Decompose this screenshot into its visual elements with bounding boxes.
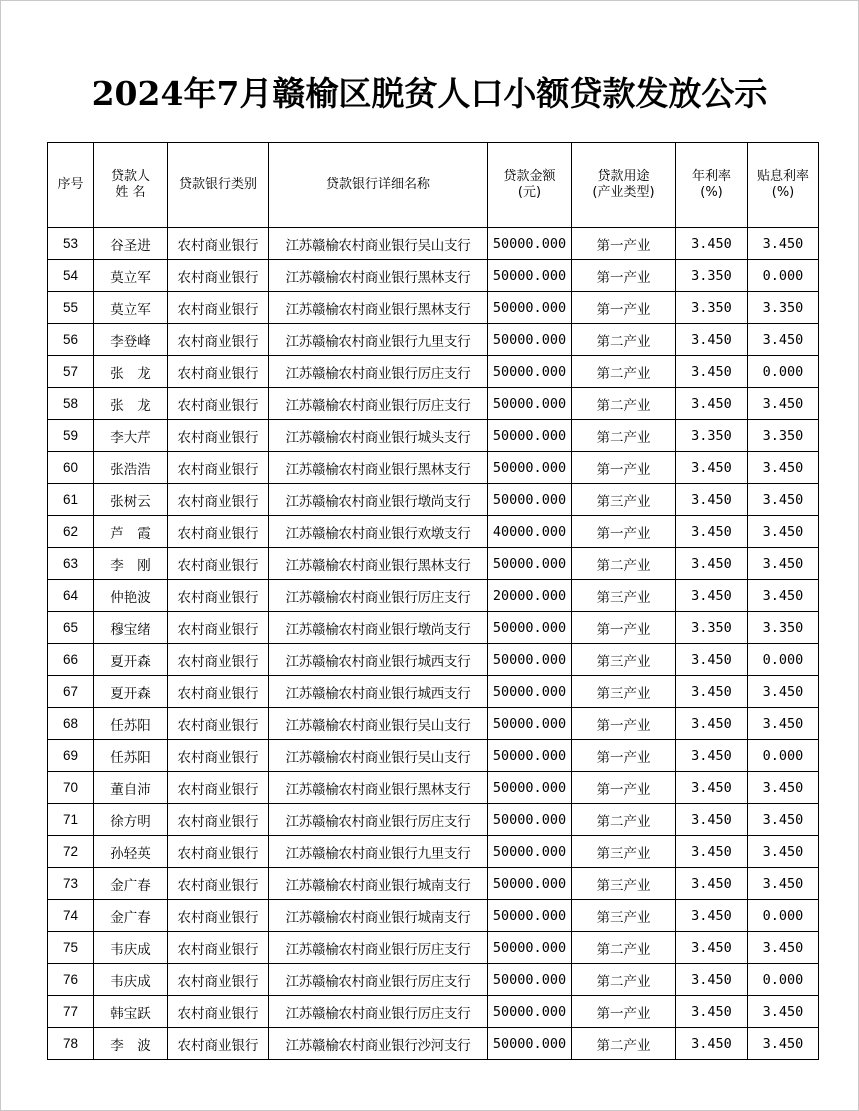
header-rate-line1: 年利率 bbox=[691, 169, 731, 184]
cell-name: 李 波 bbox=[94, 1028, 168, 1060]
cell-bank-type: 农村商业银行 bbox=[168, 900, 269, 932]
table-row bbox=[48, 836, 819, 868]
cell-rate: 3.450 bbox=[676, 228, 748, 260]
cell-rate: 3.450 bbox=[676, 1028, 748, 1060]
header-seq: 序号 bbox=[48, 143, 94, 228]
cell-seq: 68 bbox=[48, 708, 94, 740]
cell-bank-type: 农村商业银行 bbox=[168, 868, 269, 900]
cell-bank-type: 农村商业银行 bbox=[168, 452, 269, 484]
cell-amount: 50000.000 bbox=[488, 484, 572, 516]
cell-subsidy: 3.450 bbox=[748, 388, 819, 420]
cell-purpose: 第二产业 bbox=[572, 548, 676, 580]
table-row bbox=[48, 388, 819, 420]
cell-seq: 71 bbox=[48, 804, 94, 836]
cell-bank-detail: 江苏赣榆农村商业银行厉庄支行 bbox=[269, 932, 488, 964]
cell-bank-detail: 江苏赣榆农村商业银行厉庄支行 bbox=[269, 356, 488, 388]
cell-subsidy: 3.450 bbox=[748, 548, 819, 580]
header-name bbox=[94, 143, 168, 228]
cell-bank-type: 农村商业银行 bbox=[168, 676, 269, 708]
cell-bank-type: 农村商业银行 bbox=[168, 772, 269, 804]
cell-seq: 65 bbox=[48, 612, 94, 644]
cell-bank-detail: 江苏赣榆农村商业银行城南支行 bbox=[269, 868, 488, 900]
table-row bbox=[48, 964, 819, 996]
cell-amount: 50000.000 bbox=[488, 356, 572, 388]
cell-seq: 76 bbox=[48, 964, 94, 996]
cell-amount: 50000.000 bbox=[488, 868, 572, 900]
header-amount bbox=[488, 143, 572, 228]
cell-subsidy: 3.450 bbox=[748, 932, 819, 964]
cell-name: 金广春 bbox=[94, 868, 168, 900]
cell-amount: 50000.000 bbox=[488, 644, 572, 676]
cell-purpose: 第一产业 bbox=[572, 260, 676, 292]
cell-seq: 75 bbox=[48, 932, 94, 964]
table-row bbox=[48, 868, 819, 900]
header-subsidy-line2: (%) bbox=[771, 185, 795, 200]
header-bank-detail: 贷款银行详细名称 bbox=[269, 143, 488, 228]
cell-purpose: 第三产业 bbox=[572, 900, 676, 932]
cell-subsidy: 3.450 bbox=[748, 228, 819, 260]
cell-seq: 67 bbox=[48, 676, 94, 708]
cell-amount: 50000.000 bbox=[488, 452, 572, 484]
cell-purpose: 第二产业 bbox=[572, 932, 676, 964]
table-row bbox=[48, 772, 819, 804]
cell-bank-detail: 江苏赣榆农村商业银行城头支行 bbox=[269, 420, 488, 452]
cell-seq: 66 bbox=[48, 644, 94, 676]
header-name-line1: 贷款人 bbox=[110, 169, 150, 184]
cell-amount: 50000.000 bbox=[488, 836, 572, 868]
cell-rate: 3.450 bbox=[676, 388, 748, 420]
table-row bbox=[48, 580, 819, 612]
cell-name: 张 龙 bbox=[94, 388, 168, 420]
cell-amount: 50000.000 bbox=[488, 996, 572, 1028]
table-header-row bbox=[48, 143, 819, 228]
cell-amount: 50000.000 bbox=[488, 260, 572, 292]
cell-rate: 3.450 bbox=[676, 900, 748, 932]
cell-seq: 62 bbox=[48, 516, 94, 548]
cell-bank-detail: 江苏赣榆农村商业银行厉庄支行 bbox=[269, 580, 488, 612]
cell-name: 徐方明 bbox=[94, 804, 168, 836]
cell-seq: 77 bbox=[48, 996, 94, 1028]
table-row bbox=[48, 260, 819, 292]
cell-rate: 3.450 bbox=[676, 708, 748, 740]
table-row bbox=[48, 484, 819, 516]
cell-bank-detail: 江苏赣榆农村商业银行九里支行 bbox=[269, 324, 488, 356]
cell-purpose: 第三产业 bbox=[572, 676, 676, 708]
table-row bbox=[48, 804, 819, 836]
cell-purpose: 第二产业 bbox=[572, 804, 676, 836]
cell-bank-type: 农村商业银行 bbox=[168, 836, 269, 868]
cell-bank-type: 农村商业银行 bbox=[168, 388, 269, 420]
cell-name: 任苏阳 bbox=[94, 740, 168, 772]
cell-subsidy: 3.450 bbox=[748, 1028, 819, 1060]
cell-name: 任苏阳 bbox=[94, 708, 168, 740]
cell-seq: 54 bbox=[48, 260, 94, 292]
cell-rate: 3.450 bbox=[676, 356, 748, 388]
cell-subsidy: 3.450 bbox=[748, 868, 819, 900]
cell-purpose: 第三产业 bbox=[572, 580, 676, 612]
cell-bank-type: 农村商业银行 bbox=[168, 740, 269, 772]
cell-bank-detail: 江苏赣榆农村商业银行厉庄支行 bbox=[269, 964, 488, 996]
cell-purpose: 第一产业 bbox=[572, 996, 676, 1028]
cell-bank-type: 农村商业银行 bbox=[168, 932, 269, 964]
cell-subsidy: 3.450 bbox=[748, 836, 819, 868]
cell-bank-detail: 江苏赣榆农村商业银行黑林支行 bbox=[269, 452, 488, 484]
table-row bbox=[48, 932, 819, 964]
cell-seq: 61 bbox=[48, 484, 94, 516]
cell-name: 张浩浩 bbox=[94, 452, 168, 484]
cell-bank-detail: 江苏赣榆农村商业银行城西支行 bbox=[269, 644, 488, 676]
cell-bank-detail: 江苏赣榆农村商业银行厉庄支行 bbox=[269, 804, 488, 836]
cell-subsidy: 3.450 bbox=[748, 516, 819, 548]
loan-table bbox=[47, 142, 819, 1060]
cell-subsidy: 3.450 bbox=[748, 324, 819, 356]
cell-seq: 56 bbox=[48, 324, 94, 356]
cell-name: 张 龙 bbox=[94, 356, 168, 388]
table-row bbox=[48, 452, 819, 484]
cell-rate: 3.350 bbox=[676, 260, 748, 292]
cell-amount: 50000.000 bbox=[488, 772, 572, 804]
cell-bank-type: 农村商业银行 bbox=[168, 612, 269, 644]
cell-amount: 50000.000 bbox=[488, 676, 572, 708]
cell-rate: 3.450 bbox=[676, 644, 748, 676]
cell-subsidy: 3.350 bbox=[748, 292, 819, 324]
cell-bank-type: 农村商业银行 bbox=[168, 292, 269, 324]
cell-bank-detail: 江苏赣榆农村商业银行黑林支行 bbox=[269, 772, 488, 804]
header-name-line2: 姓 名 bbox=[115, 185, 146, 200]
cell-name: 李登峰 bbox=[94, 324, 168, 356]
cell-amount: 50000.000 bbox=[488, 292, 572, 324]
cell-rate: 3.350 bbox=[676, 612, 748, 644]
cell-bank-detail: 江苏赣榆农村商业银行墩尚支行 bbox=[269, 612, 488, 644]
cell-bank-type: 农村商业银行 bbox=[168, 580, 269, 612]
cell-rate: 3.450 bbox=[676, 324, 748, 356]
cell-seq: 78 bbox=[48, 1028, 94, 1060]
header-amount-line2: (元) bbox=[517, 185, 542, 200]
cell-bank-type: 农村商业银行 bbox=[168, 260, 269, 292]
header-bank-type: 贷款银行类别 bbox=[168, 143, 269, 228]
cell-bank-detail: 江苏赣榆农村商业银行黑林支行 bbox=[269, 260, 488, 292]
table-row bbox=[48, 644, 819, 676]
table-row bbox=[48, 1028, 819, 1060]
cell-bank-type: 农村商业银行 bbox=[168, 228, 269, 260]
cell-bank-type: 农村商业银行 bbox=[168, 804, 269, 836]
table-row bbox=[48, 708, 819, 740]
cell-rate: 3.350 bbox=[676, 292, 748, 324]
cell-amount: 20000.000 bbox=[488, 580, 572, 612]
cell-rate: 3.450 bbox=[676, 676, 748, 708]
cell-subsidy: 3.450 bbox=[748, 484, 819, 516]
cell-purpose: 第二产业 bbox=[572, 388, 676, 420]
cell-amount: 50000.000 bbox=[488, 388, 572, 420]
cell-seq: 53 bbox=[48, 228, 94, 260]
cell-subsidy: 3.450 bbox=[748, 772, 819, 804]
cell-name: 谷圣进 bbox=[94, 228, 168, 260]
cell-bank-detail: 江苏赣榆农村商业银行厉庄支行 bbox=[269, 388, 488, 420]
cell-subsidy: 3.450 bbox=[748, 804, 819, 836]
cell-purpose: 第三产业 bbox=[572, 484, 676, 516]
cell-name: 夏开森 bbox=[94, 644, 168, 676]
table-row bbox=[48, 996, 819, 1028]
cell-purpose: 第三产业 bbox=[572, 836, 676, 868]
cell-bank-detail: 江苏赣榆农村商业银行吴山支行 bbox=[269, 740, 488, 772]
cell-bank-detail: 江苏赣榆农村商业银行沙河支行 bbox=[269, 1028, 488, 1060]
cell-rate: 3.450 bbox=[676, 484, 748, 516]
cell-name: 韦庆成 bbox=[94, 964, 168, 996]
cell-name: 董自沛 bbox=[94, 772, 168, 804]
cell-name: 金广春 bbox=[94, 900, 168, 932]
cell-bank-detail: 江苏赣榆农村商业银行吴山支行 bbox=[269, 708, 488, 740]
cell-purpose: 第二产业 bbox=[572, 964, 676, 996]
cell-name: 莫立军 bbox=[94, 292, 168, 324]
cell-name: 莫立军 bbox=[94, 260, 168, 292]
cell-seq: 70 bbox=[48, 772, 94, 804]
cell-seq: 73 bbox=[48, 868, 94, 900]
cell-purpose: 第三产业 bbox=[572, 644, 676, 676]
loan-table-body bbox=[48, 228, 819, 1060]
cell-name: 韦庆成 bbox=[94, 932, 168, 964]
cell-seq: 55 bbox=[48, 292, 94, 324]
cell-amount: 50000.000 bbox=[488, 420, 572, 452]
cell-amount: 50000.000 bbox=[488, 708, 572, 740]
header-subsidy bbox=[748, 143, 819, 228]
cell-purpose: 第二产业 bbox=[572, 420, 676, 452]
header-purpose-line1: 贷款用途 bbox=[597, 169, 650, 184]
cell-amount: 50000.000 bbox=[488, 740, 572, 772]
cell-amount: 50000.000 bbox=[488, 1028, 572, 1060]
cell-seq: 63 bbox=[48, 548, 94, 580]
cell-purpose: 第一产业 bbox=[572, 772, 676, 804]
table-row bbox=[48, 324, 819, 356]
table-row bbox=[48, 420, 819, 452]
table-row bbox=[48, 356, 819, 388]
cell-seq: 58 bbox=[48, 388, 94, 420]
cell-seq: 59 bbox=[48, 420, 94, 452]
cell-name: 穆宝绪 bbox=[94, 612, 168, 644]
cell-bank-type: 农村商业银行 bbox=[168, 516, 269, 548]
cell-amount: 50000.000 bbox=[488, 612, 572, 644]
header-subsidy-line1: 贴息利率 bbox=[756, 169, 809, 184]
cell-purpose: 第一产业 bbox=[572, 740, 676, 772]
cell-purpose: 第一产业 bbox=[572, 228, 676, 260]
cell-seq: 57 bbox=[48, 356, 94, 388]
cell-bank-type: 农村商业银行 bbox=[168, 644, 269, 676]
cell-bank-detail: 江苏赣榆农村商业银行吴山支行 bbox=[269, 228, 488, 260]
table-row bbox=[48, 612, 819, 644]
cell-amount: 50000.000 bbox=[488, 548, 572, 580]
header-purpose-line2: (产业类型) bbox=[592, 185, 655, 200]
cell-bank-type: 农村商业银行 bbox=[168, 324, 269, 356]
cell-bank-type: 农村商业银行 bbox=[168, 996, 269, 1028]
table-row bbox=[48, 740, 819, 772]
table-row bbox=[48, 292, 819, 324]
cell-bank-detail: 江苏赣榆农村商业银行黑林支行 bbox=[269, 548, 488, 580]
cell-rate: 3.450 bbox=[676, 964, 748, 996]
cell-subsidy: 3.450 bbox=[748, 676, 819, 708]
cell-bank-detail: 江苏赣榆农村商业银行墩尚支行 bbox=[269, 484, 488, 516]
cell-amount: 50000.000 bbox=[488, 804, 572, 836]
header-rate-line2: (%) bbox=[700, 185, 723, 200]
header-rate bbox=[676, 143, 748, 228]
cell-purpose: 第二产业 bbox=[572, 356, 676, 388]
cell-bank-type: 农村商业银行 bbox=[168, 708, 269, 740]
table-row bbox=[48, 548, 819, 580]
cell-name: 张树云 bbox=[94, 484, 168, 516]
header-amount-line1: 贷款金额 bbox=[503, 169, 556, 184]
cell-bank-detail: 江苏赣榆农村商业银行九里支行 bbox=[269, 836, 488, 868]
cell-purpose: 第二产业 bbox=[572, 1028, 676, 1060]
cell-name: 孙轻英 bbox=[94, 836, 168, 868]
cell-purpose: 第二产业 bbox=[572, 324, 676, 356]
cell-rate: 3.450 bbox=[676, 580, 748, 612]
header-purpose bbox=[572, 143, 676, 228]
cell-rate: 3.450 bbox=[676, 996, 748, 1028]
table-row bbox=[48, 900, 819, 932]
cell-bank-detail: 江苏赣榆农村商业银行城西支行 bbox=[269, 676, 488, 708]
cell-amount: 50000.000 bbox=[488, 228, 572, 260]
cell-rate: 3.450 bbox=[676, 516, 748, 548]
cell-amount: 50000.000 bbox=[488, 932, 572, 964]
cell-subsidy: 0.000 bbox=[748, 964, 819, 996]
cell-bank-detail: 江苏赣榆农村商业银行黑林支行 bbox=[269, 292, 488, 324]
cell-bank-type: 农村商业银行 bbox=[168, 1028, 269, 1060]
cell-rate: 3.450 bbox=[676, 804, 748, 836]
cell-rate: 3.450 bbox=[676, 772, 748, 804]
cell-subsidy: 3.350 bbox=[748, 420, 819, 452]
cell-bank-type: 农村商业银行 bbox=[168, 484, 269, 516]
cell-subsidy: 0.000 bbox=[748, 740, 819, 772]
cell-name: 芦 霞 bbox=[94, 516, 168, 548]
cell-subsidy: 3.450 bbox=[748, 452, 819, 484]
table-row bbox=[48, 228, 819, 260]
cell-subsidy: 3.450 bbox=[748, 708, 819, 740]
cell-purpose: 第三产业 bbox=[572, 868, 676, 900]
cell-purpose: 第一产业 bbox=[572, 708, 676, 740]
cell-name: 李大芹 bbox=[94, 420, 168, 452]
cell-rate: 3.450 bbox=[676, 932, 748, 964]
cell-rate: 3.450 bbox=[676, 548, 748, 580]
cell-seq: 69 bbox=[48, 740, 94, 772]
cell-subsidy: 3.450 bbox=[748, 996, 819, 1028]
cell-purpose: 第一产业 bbox=[572, 612, 676, 644]
cell-seq: 64 bbox=[48, 580, 94, 612]
cell-amount: 50000.000 bbox=[488, 324, 572, 356]
cell-name: 仲艳波 bbox=[94, 580, 168, 612]
cell-seq: 60 bbox=[48, 452, 94, 484]
cell-rate: 3.350 bbox=[676, 420, 748, 452]
page-title: 2024年7月赣榆区脱贫人口小额贷款发放公示 bbox=[91, 74, 768, 113]
cell-bank-type: 农村商业银行 bbox=[168, 356, 269, 388]
cell-subsidy: 3.450 bbox=[748, 580, 819, 612]
cell-bank-detail: 江苏赣榆农村商业银行欢墩支行 bbox=[269, 516, 488, 548]
cell-name: 韩宝跃 bbox=[94, 996, 168, 1028]
cell-subsidy: 3.350 bbox=[748, 612, 819, 644]
cell-seq: 74 bbox=[48, 900, 94, 932]
cell-amount: 50000.000 bbox=[488, 900, 572, 932]
table-row bbox=[48, 516, 819, 548]
cell-bank-type: 农村商业银行 bbox=[168, 420, 269, 452]
cell-rate: 3.450 bbox=[676, 740, 748, 772]
cell-subsidy: 0.000 bbox=[748, 900, 819, 932]
cell-rate: 3.450 bbox=[676, 836, 748, 868]
cell-subsidy: 0.000 bbox=[748, 260, 819, 292]
cell-purpose: 第一产业 bbox=[572, 292, 676, 324]
cell-rate: 3.450 bbox=[676, 868, 748, 900]
cell-bank-type: 农村商业银行 bbox=[168, 548, 269, 580]
cell-purpose: 第一产业 bbox=[572, 516, 676, 548]
cell-name: 夏开森 bbox=[94, 676, 168, 708]
cell-purpose: 第一产业 bbox=[572, 452, 676, 484]
cell-name: 李 刚 bbox=[94, 548, 168, 580]
cell-subsidy: 0.000 bbox=[748, 356, 819, 388]
cell-seq: 72 bbox=[48, 836, 94, 868]
cell-subsidy: 0.000 bbox=[748, 644, 819, 676]
cell-bank-detail: 江苏赣榆农村商业银行城南支行 bbox=[269, 900, 488, 932]
cell-amount: 50000.000 bbox=[488, 964, 572, 996]
cell-bank-type: 农村商业银行 bbox=[168, 964, 269, 996]
cell-amount: 40000.000 bbox=[488, 516, 572, 548]
cell-rate: 3.450 bbox=[676, 452, 748, 484]
cell-bank-detail: 江苏赣榆农村商业银行厉庄支行 bbox=[269, 996, 488, 1028]
table-row bbox=[48, 676, 819, 708]
